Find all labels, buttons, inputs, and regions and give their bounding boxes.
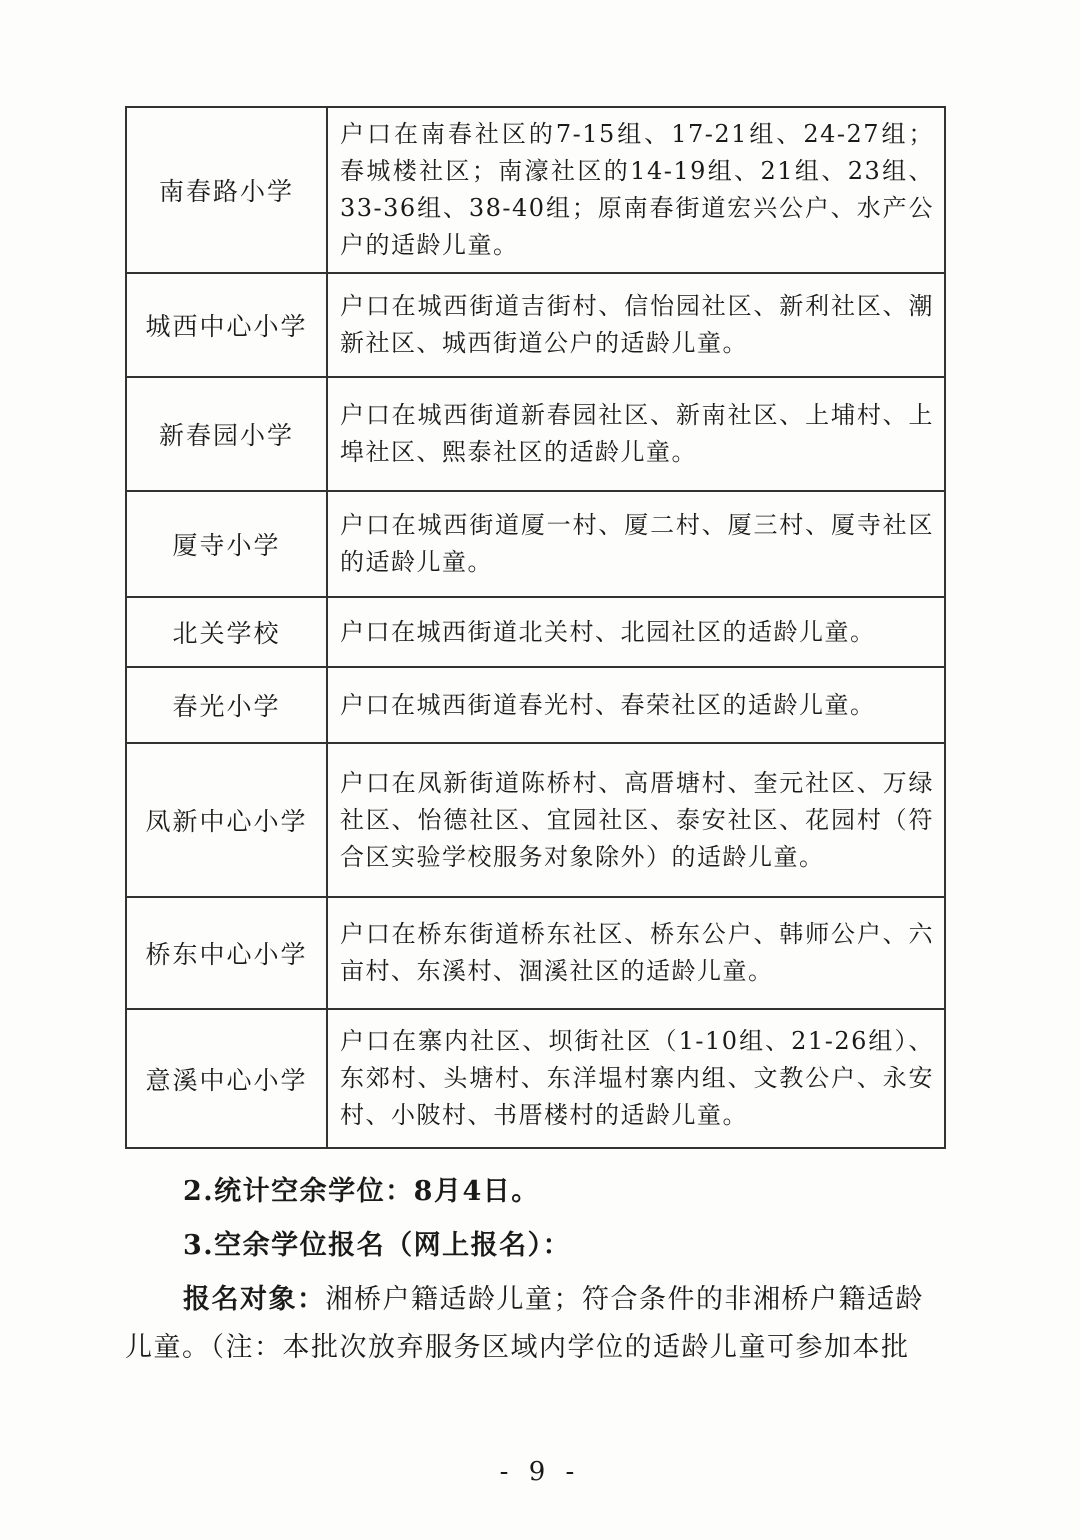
table-row <box>126 667 945 743</box>
service-area-cell: 户口在桥东街道桥东社区、桥东公户、韩师公户、六亩村、东溪村、涸溪社区的适龄儿童。 <box>327 897 945 1009</box>
school-name-cell: 新春园小学 <box>126 377 327 491</box>
service-area-cell: 户口在城西街道吉街村、信怡园社区、新利社区、潮新社区、城西街道公户的适龄儿童。 <box>327 273 945 377</box>
service-area-cell: 户口在城西街道春光村、春荣社区的适龄儿童。 <box>327 667 945 743</box>
table-row <box>126 377 945 491</box>
page-number: - 9 - <box>499 1457 581 1487</box>
item-2-vacancy-count: 2.统计空余学位：8月4日。 <box>183 1176 540 1207</box>
enrollment-text: 湘桥户籍适龄儿童；符合条件的非湘桥户籍适龄儿童。（注：本批次放弃服务区域内学位的适龄儿童可参加本批 <box>125 1284 924 1363</box>
enrollment-label: 报名对象： <box>183 1284 326 1315</box>
table-row <box>126 491 945 597</box>
school-name-cell: 凤新中心小学 <box>126 743 327 897</box>
service-area-cell: 户口在凤新街道陈桥村、高厝塘村、奎元社区、万绿社区、怡德社区、宜园社区、泰安社区、花园村（符合区实验学校服务对象除外）的适龄儿童。 <box>327 743 945 897</box>
school-district-table <box>125 106 946 1149</box>
school-name-cell: 厦寺小学 <box>126 491 327 597</box>
table-row <box>126 897 945 1009</box>
item-3-vacancy-registration: 3.空余学位报名（网上报名）： <box>183 1230 572 1261</box>
school-name-cell: 春光小学 <box>126 667 327 743</box>
table-row <box>126 107 945 273</box>
table-row <box>126 273 945 377</box>
enrollment-eligibility-paragraph <box>125 1276 946 1372</box>
table-row <box>126 1009 945 1148</box>
service-area-cell: 户口在城西街道新春园社区、新南社区、上埔村、上埠社区、熙泰社区的适龄儿童。 <box>327 377 945 491</box>
school-name-cell: 意溪中心小学 <box>126 1009 327 1148</box>
school-name-cell: 北关学校 <box>126 597 327 667</box>
table-row <box>126 743 945 897</box>
service-area-cell: 户口在南春社区的7-15组、17-21组、24-27组；春城楼社区；南濠社区的14-19组、21组、23组、33-36组、38-40组；原南春街道宏兴公户、水产公户的适龄儿童。 <box>327 107 945 273</box>
school-name-cell: 南春路小学 <box>126 107 327 273</box>
school-name-cell: 城西中心小学 <box>126 273 327 377</box>
table-row <box>126 597 945 667</box>
service-area-cell: 户口在城西街道北关村、北园社区的适龄儿童。 <box>327 597 945 667</box>
service-area-cell: 户口在寨内社区、坝街社区（1-10组、21-26组）、东郊村、头塘村、东洋塭村寨内组、文教公户、永安村、小陂村、书厝楼村的适龄儿童。 <box>327 1009 945 1148</box>
school-name-cell: 桥东中心小学 <box>126 897 327 1009</box>
service-area-cell: 户口在城西街道厦一村、厦二村、厦三村、厦寺社区的适龄儿童。 <box>327 491 945 597</box>
